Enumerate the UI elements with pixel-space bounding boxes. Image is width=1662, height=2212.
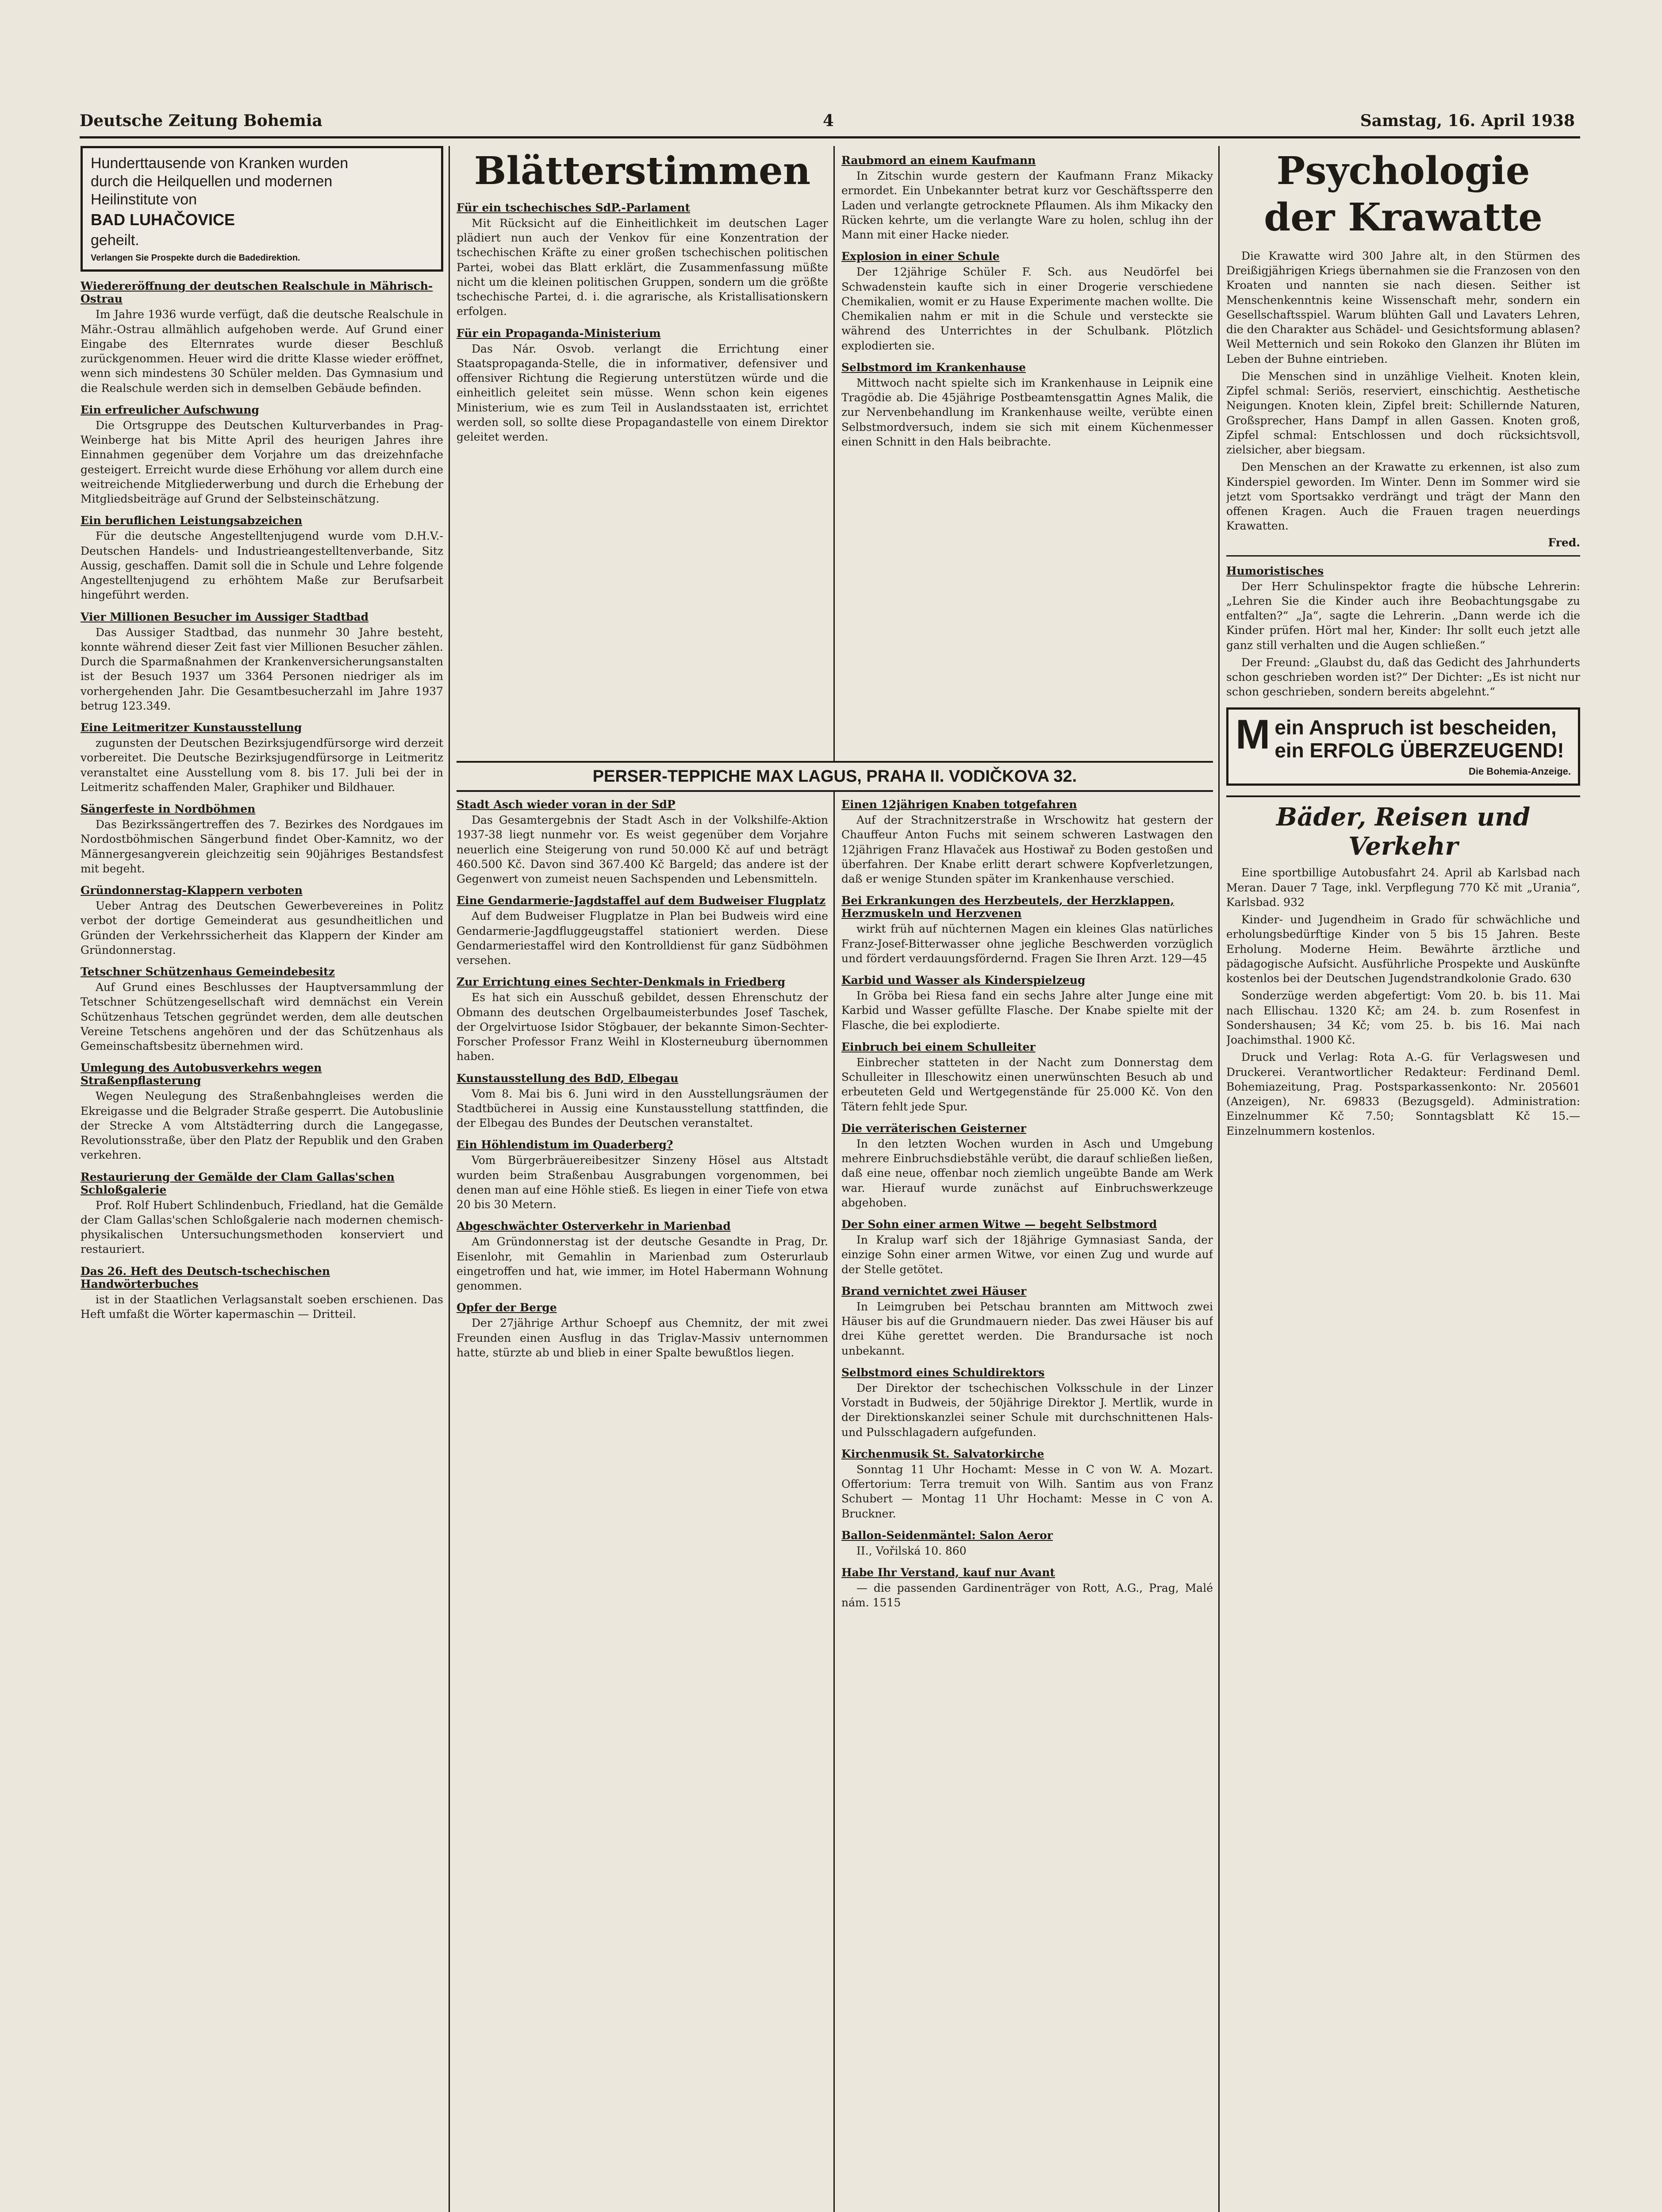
article-text: Den Menschen an der Krawatte zu erkennen, ist also zum Kinderspiel geworden. Im Winter. Denn im Sommer wird sie jetzt vom Sportsakko verdrängt und trägt der Mann den offenen Kragen. Auch die Frauen tragen neuerdings Krawatten. (1226, 461, 1580, 533)
article-heading: Karbid und Wasser als Kinderspielzeug (841, 974, 1086, 987)
masthead-rule (80, 136, 1580, 138)
article-text: Sonntag 11 Uhr Hochamt: Messe in C von W. A. Mozart. Offertorium: Terra tremuit von Wilh. Santim aus von Franz Schubert — Montag 11 Uhr Hochamt: Messe in C von A. Bruckner. (841, 1463, 1213, 1520)
article-heading: Gründonnerstag-Klappern verboten (81, 884, 303, 897)
masthead-page-number: 4 (823, 111, 834, 130)
claim-ad-text (1236, 710, 1571, 763)
article-heading: Einen 12jährigen Knaben totgefahren (841, 798, 1077, 811)
masthead (80, 111, 1575, 134)
column-rule-3 (1218, 146, 1220, 2212)
article-text: II., Vořilská 10. 860 (856, 1544, 967, 1557)
column-3-upper-articles (841, 146, 1213, 761)
article-heading: Tetschner Schützenhaus Gemeindebesitz (81, 965, 335, 979)
article-text: Der 12jährige Schüler F. Sch. aus Neudörfel bei Schwadenstein kaufte sich in einer Drogerie verschiedene Chemikalien, womit er zu Hause Experimente machen wollte. Die Chemikalien nahm er mit in die Schule und versteckte sie während des Unterrichtes in der Schulbank. Plötzlich explodierten sie. (841, 265, 1213, 352)
article-heading: Die verräterischen Geisterner (841, 1121, 1026, 1135)
article-text: wirkt früh auf nüchternen Magen ein kleines Glas natürliches Franz-Josef-Bitterwasser ohne jegliche Beschwerden vorzüglich und fördert verdauungsfördernd. Fragen Sie Ihren Arzt. 129—45 (841, 922, 1213, 965)
article-heading: Das 26. Heft des Deutsch-tschechischen Handwörterbuches (81, 1264, 330, 1290)
claim-ad-capital: M (1236, 710, 1270, 757)
article-text: Vom Bürgerbräuereibesitzer Sinzeny Hösel aus Altstadt wurden beim Straßenbau Ausgrabungen vorgenommen, bei denen man auf eine Höhle stieß. Es liegen in einer Tiefe von etwa 20 bis 30 Metern. (457, 1154, 828, 1211)
article-text: Auf Grund eines Beschlusses der Hauptversammlung der Tetschner Schützengesellschaft wird demnächst ein Verein Schützenhaus Tetschen gegründet werden, dem alle deutschen Vereine Tetschens angehören und der das Schützenhaus als Gemeinschaftsbesitz übernehmen wird. (81, 981, 443, 1053)
article-text: Die Menschen sind in unzählige Vielheit. Knoten klein, Zipfel schmal: Seriös, reserviert, einschichtig. Aesthetische Neigungen. Knoten klein, Zipfel breit: Schillernde Naturen, Großsprecher, Hans Dampf in allen Gassen. Knoten groß, Zipfel schmal: Entschlossen und doch rücksichtsvoll, zielsicher, aber biegsam. (1226, 369, 1580, 457)
article-text: In Kralup warf sich der 18jährige Gymnasiast Sanda, der einzige Sohn einer armen Witwe, vor einen Zug und wurde auf der Stelle getötet. (841, 1233, 1213, 1276)
article-text: Der 27jährige Arthur Schoepf aus Chemnitz, der mit zwei Freunden einen Ausflug in das Triglav-Massiv unternommen hatte, stürzte ab und blieb in einer Spalte bewußtlos liegen. (457, 1317, 828, 1359)
article-text: Mittwoch nacht spielte sich im Krankenhause in Leipnik eine Tragödie ab. Die 45jährige Postbeamtensgattin Agnes Malik, die zur Nervenbehandlung im Krankenhause weilte, verübte einen Selbstmordversuch, indem sie sich mit einem Küchenmesser einen Schnitt in den Hals beibrachte. (841, 376, 1213, 448)
article-heading: Habe Ihr Verstand, kauf nur Avant (841, 1566, 1055, 1579)
article-text: Ueber Antrag des Deutschen Gewerbevereines in Politz verbot der dortige Gemeinderat aus gesundheitlichen und Gründen der Verkehrssicherheit das Klappern der Kinder am Gründonnerstag. (81, 899, 443, 956)
article-text: Auf dem Budweiser Flugplatze in Plan bei Budweis wird eine Gendarmerie-Jagdfluggeugstaffel stationiert werden. Diese Gendarmeriestaffel wird den Kontrolldienst für ganz Südböhmen versehen. (457, 910, 828, 967)
press-review-articles (457, 201, 828, 445)
article-heading: Für ein Propaganda-Ministerium (457, 326, 661, 340)
travel-item: Sonderzüge werden abgefertigt: Vom 20. b. bis 11. Mai nach Ellischau. 1320 Kč; am 24. b. zum Rosenfest in Sondershausen; 34 Kč; vom 25. b. bis 16. Mai nach Joachimsthal. 1900 Kč. (1226, 989, 1580, 1047)
article-text: Die Ortsgruppe des Deutschen Kulturverbandes in Prag-Weinberge hat bis Mitte April des heurigen Jahres ihre Einnahmen gegenüber dem Vorjahre um das dreizehnfache gesteigert. Erreicht wurde diese Erhöhung vor allem durch eine weitreichende Mitgliederwerbung und durch die Erhebung der Mitgliedsbeiträge auf Grund der Selbsteinschätzung. (81, 419, 443, 506)
masthead-date: Samstag, 16. April 1938 (1360, 111, 1575, 130)
article-text: Die Krawatte wird 300 Jahre alt, in den Stürmen des Dreißigjährigen Kriegs übernahmen sie die Franzosen von den Kroaten und nannten sie nach diesen. Seither ist Menschenkenntnis keine Wissenschaft mehr, sondern ein Gesellschaftsspiel. Warum blühten Gall und Lavaters Lehren, die den Charakter aus Schädel- und Gesichtsformung ablasen? Weil Metternich und sein Rokoko den Glanzen ihr Blüten im Leben der Buhne eintrieben. (1226, 249, 1580, 365)
spa-ad-line-1: Hunderttausende von Kranken wurden (91, 155, 349, 172)
article-heading: Vier Millionen Besucher im Aussiger Stadtbad (81, 610, 369, 623)
feature-signature: Fred. (1548, 536, 1580, 549)
spa-ad-name: BAD LUHAČOVICE (91, 211, 235, 229)
column-1-articles (81, 280, 443, 1321)
article-text: Im Jahre 1936 wurde verfügt, daß die deutsche Realschule in Mähr.-Ostrau allmählich aufgehoben werde. Auf Grund einer Eingabe des Elternrates wurde dieser Beschluß zurückgenommen. Heuer wird die dritte Klasse wieder eröffnet, wenn sich mindestens 30 Schüler melden. Das Gymnasium und die Realschule werden sich in demselben Gebäude befinden. (81, 308, 443, 395)
article-heading: Wiedereröffnung der deutschen Realschule in Mährisch-Ostrau (81, 280, 433, 306)
travel-item: Eine sportbillige Autobusfahrt 24. April ab Karlsbad nach Meran. Dauer 7 Tage, inkl. Verpflegung 770 Kč mit „Urania“, Karlsbad. 932 (1226, 866, 1580, 909)
article-heading: Selbstmord im Krankenhause (841, 361, 1026, 374)
spa-advertisement (81, 146, 443, 272)
article-text: zugunsten der Deutschen Bezirksjugendfürsorge wird derzeit vorbereitet. Die Deutsche Bezirksjugendfürsorge in Leitmeritz veranstaltet eine Ausstellung vom 8. bis 17. Juli bei der in Leitmeritz schaffenden Maler, Graphiker und Bildhauer. (81, 737, 443, 794)
article-heading: Stadt Asch wieder voran in der SdP (457, 798, 676, 811)
column-3 (841, 146, 1213, 2212)
article-text: Für die deutsche Angestelltenjugend wurde vom D.H.V.-Deutschen Handels- und Industrieangestelltenverbande, Sitz Aussig, geschaffen. Damit soll die in Schule und Lehre folgende Angestelltenjugend zu erhöhtem Maße zur Berufsarbeit hingeführt werden. (81, 530, 443, 602)
spa-ad-line-2: durch die Heilquellen und modernen (91, 173, 333, 190)
spa-ad-line-3: Heilinstitute von (91, 191, 197, 208)
column-rule-2 (833, 146, 835, 761)
claim-ad-line-2: ein ERFOLG ÜBERZEUGEND! (1274, 739, 1564, 762)
column-3-lower-articles (841, 798, 1213, 1610)
article-text: Der Direktor der tschechischen Volksschule in der Linzer Vorstadt in Budweis, der 50jährige Direktor J. Mertlik, wurde in der Direktionskanzlei seiner Schule mit durchschnittenen Hals- und Pulsschlagadern aufgefunden. (841, 1381, 1213, 1439)
article-heading: Kunstausstellung des BdD, Elbegau (457, 1071, 679, 1085)
travel-item: Kinder- und Jugendheim in Grado für schwächliche und erholungsbedürftige Kinder von 5 bis 15 Jahren. Beste Erholung. Moderne Heim. Bewährte ärztliche und pädagogische Aufsicht. Ausführliche Prospekte und Auskünfte kostenlos bei der Deutschen Jugendstrandkolonie Grado. 630 (1226, 913, 1580, 985)
article-heading: Eine Gendarmerie-Jagdstaffel auf dem Budweiser Flugplatz (457, 894, 826, 907)
article-heading: Restaurierung der Gemälde der Clam Gallas'schen Schloßgalerie (81, 1170, 395, 1196)
article-text: In Leimgruben bei Petschau brannten am Mittwoch zwei Häuser bis auf die Grundmauern nieder. Das zwei Häuser bis auf drei Kühe gerettet werden. Die Brandursache ist noch unbekannt. (841, 1300, 1213, 1357)
article-heading: Kirchenmusik St. Salvatorkirche (841, 1447, 1044, 1460)
article-text: ist in der Staatlichen Verlagsanstalt soeben erschienen. Das Heft umfaßt die Wörter kapermaschin — Dritteil. (81, 1293, 443, 1321)
article-heading: Sängerfeste in Nordböhmen (81, 803, 256, 816)
column-4 (1226, 146, 1580, 2212)
article-heading: Ein Höhlendistum im Quaderberg? (457, 1138, 673, 1152)
column-rule-1 (449, 146, 450, 2212)
article-heading: Der Sohn einer armen Witwe — begeht Selbstmord (841, 1218, 1157, 1231)
article-text: Das Bezirkssängertreffen des 7. Bezirkes des Nordgaues im Nordostböhmischen Sängerbund findet Ober-Kamnitz, wo der Männergesangverein gleichzeitig sein 90jähriges Bestandsfest mit begeht. (81, 818, 443, 875)
article-heading: Ein erfreulicher Aufschwung (81, 403, 259, 416)
article-heading: Einbruch bei einem Schulleiter (841, 1040, 1036, 1053)
masthead-paper-name: Deutsche Zeitung Bohemia (80, 111, 322, 130)
spa-ad-line-4: geheilt. (91, 231, 139, 249)
article-text: — die passenden Gardinenträger von Rott, A.G., Prag, Malé nám. 1515 (841, 1582, 1213, 1609)
humor-title: Humoristisches (1226, 564, 1324, 577)
humor-text-2: Der Freund: „Glaubst du, daß das Gedicht des Jahrhunderts schon geschrieben worden ist?“ Der Dichter: „Es ist nicht nur schon geschrieben, sondern bereits abgelehnt.“ (1226, 656, 1580, 699)
feature-title-line-2: der Krawatte (1264, 195, 1543, 240)
article-text: Vom 8. Mai bis 6. Juni wird in den Ausstellungsräumen der Stadtbücherei in Aussig eine Kunstausstellung stattfinden, die der Elbegau des Bundes der Deutschen veranstaltet. (457, 1087, 828, 1129)
article-text: In Gröba bei Riesa fand ein sechs Jahre alter Junge eine mit Karbid und Wasser gefüllte Flasche. Der Knabe spielte mit der Flasche, die bei explodierte. (841, 989, 1213, 1032)
column-rule-2b (833, 792, 835, 2212)
article-heading: Für ein tschechisches SdP.-Parlament (457, 201, 691, 214)
article-heading: Bei Erkrankungen des Herzbeutels, der Herzklappen, Herzmuskeln und Herzvenen (841, 894, 1175, 920)
article-heading: Eine Leitmeritzer Kunstausstellung (81, 721, 302, 734)
claim-ad-source: Die Bohemia-Anzeige. (1468, 766, 1571, 777)
article-text: Wegen Neulegung des Straßenbahngleises werden die Ekreigasse und die Belgrader Straße gesperrt. Die Autobuslinie der Strecke A vom Altstädterring durch die Langegasse, Revolutionsstraße, über den Platz der Republik und den Graben verkehren. (81, 1090, 443, 1162)
article-text: Am Gründonnerstag ist der deutsche Gesandte in Prag, Dr. Eisenlohr, mit Gemahlin in Marienbad zum Osterurlaub eingetroffen und hat, wie immer, im Hotel Habermann Wohnung genommen. (457, 1235, 828, 1292)
article-heading: Explosion in einer Schule (841, 250, 1000, 263)
humor-text-1: Der Herr Schulinspektor fragte die hübsche Lehrerin: „Lehren Sie die Kinder auch ihre Beobachtungsgabe zu entfalten?“ „Ja“, sagte die Lehrerin. „Dann werde ich die Kinder prüfen. Hört mal her, Kinder: Ihr sollt euch jetzt alle ganz still verhalten und die Augen schließen.“ (1226, 580, 1580, 652)
column-2-lower-articles (457, 798, 828, 1360)
article-heading: Ballon-Seidenmäntel: Salon Aeror (841, 1528, 1053, 1542)
article-text: Prof. Rolf Hubert Schlindenbuch, Friedland, hat die Gemälde der Clam Gallas'schen Schloßgalerie nach modernen chemisch-physikalischen Untersuchungsmethoden konserviert und restauriert. (81, 1198, 443, 1256)
article-heading: Ein beruflichen Leistungsabzeichen (81, 514, 303, 527)
carpet-advertisement-banner: PERSER-TEPPICHE MAX LAGUS, PRAHA II. VODIČKOVA 32. (457, 761, 1213, 792)
article-text: Das Nár. Osvob. verlangt die Errichtung einer Staatspropaganda-Stelle, die in informativer, defensiver und offensiver Richtung die Regierung unterstützen würde und die einheitlich geleitet sein müsse. Wenn schon kein eigenes Ministerium, wie es zum Teil in Auslandsstaaten ist, errichtet werden soll, so sollte diese Propagandastelle von einem Direktor geleitet werden. (457, 342, 828, 444)
article-text: Mit Rücksicht auf die Einheitlichkeit im deutschen Lager plädiert nun auch der Venkov für eine Konzentration der tschechischen Kräfte zu einer großen tschechischen politischen Partei, wobei das Blatt erklärt, die Zusammenfassung müßte nicht um die kleinen politischen Gruppen, sondern um die größte tschechische Partei, d. i. die agrarische, als Kristallisationskern erfolgen. (457, 216, 828, 318)
article-text: Das Gesamtergebnis der Stadt Asch in der Volkshilfe-Aktion 1937-38 liegt nunmehr vor. Es weist gegenüber dem Vorjahre neuerlich eine Steigerung von rund 50.000 Kč auf und beträgt 460.500 Kč. Davon sind 367.400 Kč Bargeld; das andere ist der Gegenwert von zumeist neuen Sachspenden und Lebensmitteln. (457, 814, 828, 885)
article-heading: Selbstmord eines Schuldirektors (841, 1366, 1045, 1379)
press-review (457, 146, 828, 761)
article-text: Es hat sich ein Ausschuß gebildet, dessen Ehrenschutz der Obmann des deutschen Orgelbaumeisterbundes Josef Taschek, der Orgelvirtuose Isidor Stögbauer, der bekannte Simon-Sechter-Forscher Professor Franz Weihl in Klosterneuburg übernommen haben. (457, 991, 828, 1063)
article-heading: Abgeschwächter Osterverkehr in Marienbad (457, 1220, 731, 1233)
feature-title-line-1: Psychologie (1276, 149, 1530, 193)
article-heading: Raubmord an einem Kaufmann (841, 154, 1036, 167)
travel-item: Druck und Verlag: Rota A.-G. für Verlagswesen und Druckerei. Verantwortlicher Redakteur: Ferdinand Deml. Bohemiazeitung, Prag. Postsparkassenkonto: Nr. 205601 (Anzeigen), Nr. 69833 (Bezugsgeld). Administration: Einzelnummer Kč 7.50; Sonntagsblatt Kč 15.— Einzelnummern kostenlos. (1226, 1051, 1580, 1137)
claim-ad-line-1: ein Anspruch ist bescheiden, (1274, 715, 1557, 739)
article-text: Auf der Strachnitzerstraße in Wrschowitz hat gestern der Chauffeur Anton Fuchs mit seinem schweren Lastwagen den 12jährigen Franz Hlavaček aus Hostiwař zu Boden gestoßen und überfahren. Der Knabe erlitt derart schwere Kopfverletzungen, daß er wenige Stunden später im Krankenhause verschied. (841, 814, 1213, 885)
spa-ad-small: Verlangen Sie Prospekte durch die Badedirektion. (91, 253, 300, 263)
article-text: In Zitschin wurde gestern der Kaufmann Franz Mikacky ermordet. Ein Unbekannter betrat kurz vor Geschäftssperre den Laden und verlangte getrocknete Pflaumen. Als ihm Mikacky den Rücken kehrte, um die verlangte Ware zu holen, schlug ihn der Mann mit einer Hacke nieder. (841, 169, 1213, 241)
article-heading: Opfer der Berge (457, 1301, 557, 1314)
humor-rule (1226, 555, 1580, 557)
feature-article (1226, 249, 1580, 534)
article-heading: Umlegung des Autobusverkehrs wegen Straßenpflasterung (81, 1061, 322, 1087)
claim-advertisement (1226, 707, 1580, 786)
article-text: Das Aussiger Stadtbad, das nunmehr 30 Jahre besteht, konnte während dieser Zeit fast vier Millionen Besucher zählen. Durch die Sparmaßnahmen der Krankenversicherungsanstalten ist der Besuch 1937 um 3364 Personen niedriger als im vorhergehenden Jahr. Die Gesamtbesucherzahl im Jahre 1937 betrug 123.349. (81, 626, 443, 712)
article-text: In den letzten Wochen wurden in Asch und Umgebung mehrere Einbruchsdiebstähle verübt, die darauf schließen ließen, daß eine neue, offenbar noch ziemlich ungeübte Bande am Werk war. Hierauf wurde zunächst auf Einbruchswerkzeuge abgehoben. (841, 1137, 1213, 1209)
article-text: Einbrecher statteten in der Nacht zum Donnerstag dem Schulleiter in Illeschowitz einen unerwünschten Besuch ab und erbeuteten Geld und Wertgegenstände für 25.000 Kč. Von den Tätern fehlt jede Spur. (841, 1056, 1213, 1113)
column-2 (457, 146, 828, 2212)
article-heading: Zur Errichtung eines Sechter-Denkmals in Friedberg (457, 975, 786, 989)
travel-section-title: Bäder, Reisen und Verkehr (1226, 795, 1580, 861)
article-heading: Brand vernichtet zwei Häuser (841, 1284, 1027, 1298)
travel-section-items (1226, 865, 1580, 1138)
press-review-title: Blätterstimmen (474, 149, 811, 193)
column-1 (81, 146, 443, 2212)
